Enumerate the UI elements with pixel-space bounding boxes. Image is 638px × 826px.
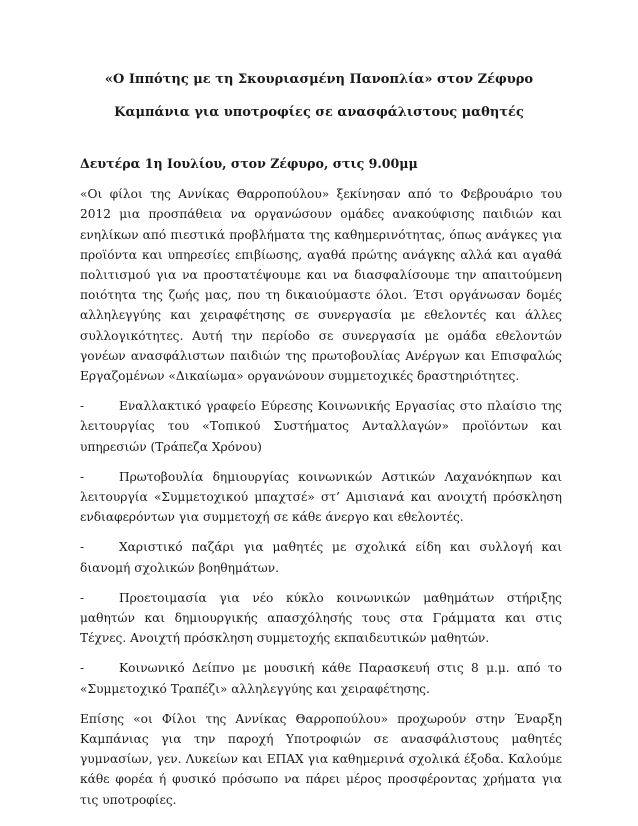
intro-paragraph: «Οι φίλοι της Αννίκας Θαρροπούλου» ξεκίνησαν από το Φεβρουάριο του 2012 μια προσπάθεια να οργανώσουν ομάδες ανακούφισης παιδιών και ενηλίκων από πιεστικά προβλήματα της καθημερινότητας, όπως ανάγκες για προϊόντα και υπηρεσίες επιβίωσης, αγαθά πρώτης ανάγκης αλλά και αγαθά πολιτισμού για να προστατέψουμε και να διασφαλίσουμε την απαιτούμενη ποιότητα της ζωής μας, που τη δικαιούμαστε όλοι. Έτσι οργάνωσαν δομές αλληλεγγύης και χειραφέτησης σε συνεργασία με εθελοντές και άλλες συλλογικότητες. Αυτή την περίοδο σε συνεργασία με ομάδα εθελοντών γονέων ανασφάλιστων παιδιών της πρωτοβουλίας Ανέργων και Επισφαλώς Εργαζομένων «Δικαίωμα» οργανώνουν συμμετοχικές δραστηριότητες. (80, 187, 562, 384)
bullet-dash: - (80, 469, 85, 484)
bullet-item (80, 396, 562, 457)
event-date-line: Δευτέρα 1η Ιουλίου, στον Ζέφυρο, στις 9.00μμ (80, 156, 418, 171)
bullet-dash: - (80, 661, 85, 676)
bullet-item (80, 658, 562, 698)
bullet-dash: - (80, 540, 85, 555)
bullet-text: Προετοιμασία για νέο κύκλο κοινωνικών μαθημάτων στήριξης μαθητών και δημιουργικής απασχόλησής τους στα Γράμματα και στις Τέχνες. Ανοιχτή πρόσκληση συμμετοχής εκπαιδευτικών μαθητών. (80, 590, 562, 646)
closing-paragraph: Επίσης «οι Φίλοι της Αννίκας Θαρροπούλου» προχωρούν στην Έναρξη Καμπάνιας για την παροχή Υποτροφιών σε ανασφάλιστους μαθητές γυμνασίων, γεν. Λυκείων και ΕΠΑΧ για καθημερινά σχολικά έξοδα. Καλούμε κάθε φορέα ή φυσικό πρόσωπο να πάρει μέρος προσφέροντας χρήματα για τις υποτροφίες. (80, 711, 562, 807)
bullet-text: Χαριστικό παζάρι για μαθητές με σχολικά είδη και συλλογή και διανομή σχολικών βοηθημάτων. (80, 540, 562, 575)
document-title: «Ο Ιππότης με τη Σκουριασμένη Πανοπλία» στον Ζέφυρο (104, 72, 534, 87)
document-body (80, 154, 562, 820)
bullet-text: Εναλλακτικό γραφείο Εύρεσης Κοινωνικής Εργασίας στο πλαίσιο της λειτουργίας του «Τοπικού Συστήματος Ανταλλαγών» προϊόντων και υπηρεσιών (Τράπεζα Χρόνου) (80, 399, 562, 454)
bullet-item (80, 537, 562, 577)
document-subtitle: Καμπάνια για υποτροφίες σε ανασφάλιστους μαθητές (114, 105, 524, 120)
bullet-text: Πρωτοβουλία δημιουργίας κοινωνικών Αστικών Λαχανόκηπων και λειτουργία «Συμμετοχικού μπαχτσέ» στ’ Αμισιανά και ανοιχτή πρόσκληση ενδιαφερόντων για συμμετοχή σε κάθε άνεργο και εθελοντές. (80, 469, 562, 525)
bullet-item (80, 467, 562, 528)
bullet-dash: - (80, 590, 85, 605)
bullet-item (80, 588, 562, 649)
bullet-dash: - (80, 399, 85, 414)
bullet-text: Κοινωνικό Δείπνο με μουσική κάθε Παρασκευή στις 8 μ.μ. από το «Συμμετοχικό Τραπέζι» αλληλεγγύης και χειραφέτησης. (80, 661, 562, 696)
